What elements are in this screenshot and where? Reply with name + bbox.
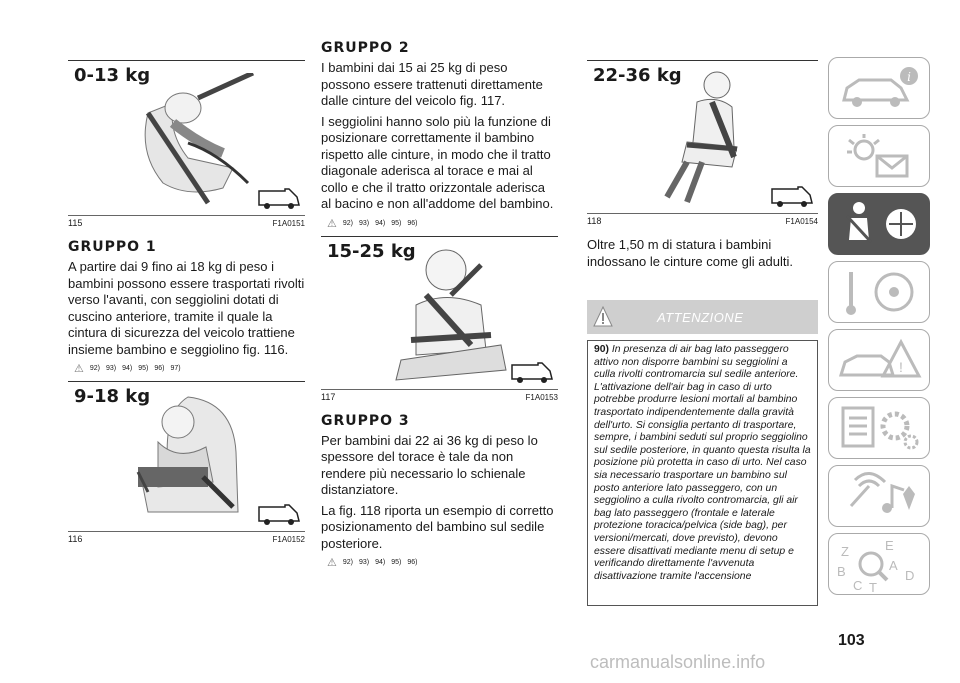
figure-code: F1A0152 xyxy=(272,535,305,544)
svg-text:i: i xyxy=(907,70,911,84)
figure-116 xyxy=(68,381,305,547)
booster-seat-child-illustration xyxy=(391,245,521,385)
index-letter: A xyxy=(889,558,898,573)
warning-triangle-icon: ⚠ xyxy=(327,557,337,569)
ref: 92) xyxy=(342,219,353,227)
section-text: La fig. 118 riporta un esempio di corretto posizionamento del bambino sul sedile posteriore. xyxy=(321,502,554,551)
ref: 94) xyxy=(122,365,133,372)
ref: 96) xyxy=(407,219,418,227)
starting-driving-icon xyxy=(829,262,929,322)
warning-header xyxy=(587,300,818,334)
warning-panel xyxy=(587,300,818,606)
section-text: I seggiolini hanno solo più la funzione di posizionare correttamente il bambino rispetto alle cinture, in modo che il tratto diagonale aderisca al torace e mai al collo e che il tratto orizzontale aderisca al bacino e non all'addome del bambino. xyxy=(321,113,554,211)
child-seatbelt-adult-illustration xyxy=(642,67,752,207)
tab-emergency[interactable] xyxy=(828,329,930,391)
warning-refs xyxy=(74,362,305,375)
emergency-icon xyxy=(829,330,929,390)
index-letter: Z xyxy=(841,544,849,559)
figure-rule xyxy=(321,389,558,390)
watermark: carmanualsonline.info xyxy=(590,652,766,672)
svg-text:!: ! xyxy=(899,359,903,375)
ref: 92) xyxy=(342,559,353,566)
multimedia-icon xyxy=(829,466,929,526)
van-icon xyxy=(257,185,301,211)
ref: 95) xyxy=(391,559,402,566)
page-number: 103 xyxy=(838,632,865,649)
section-heading: GRUPPO 3 xyxy=(321,412,410,429)
tab-car-info[interactable] xyxy=(828,57,930,119)
warning-refs xyxy=(327,556,558,569)
figure-title: 15-25 kg xyxy=(327,240,416,262)
chapter-sidebar xyxy=(828,57,930,601)
figure-rule xyxy=(68,215,305,216)
tab-multimedia[interactable] xyxy=(828,465,930,527)
ref: 93) xyxy=(359,219,370,227)
index-letter: E xyxy=(885,538,894,553)
figure-title: 9-18 kg xyxy=(74,386,151,407)
ref: 94) xyxy=(375,219,386,227)
section-text: Per bambini dai 22 ai 36 kg di peso lo spessore del torace è tale da non rendere più necessario lo schienale distanziatore. xyxy=(321,432,538,497)
warning-body: In presenza di air bag lato passeggero attivo non disporre bambini su seggiolini a culla rivolti contromarcia sul sedile anteriore. L'attivazione dell'air bag in caso di urto potrebbe produrre lesioni mortali al bambino trasportato indipendentemente dalla gravità dell'urto. Si consiglia pertanto di trasportare, sempre, i bambini seduti sul proprio seggiolino sul sedile posteriore, in quanto questa risulta la posizione più protetta in caso di urto. Nel caso sia necessario trasportare un bambino sul posto anteriore lato passeggero, con un seggiolino a culla rivolto contromarcia, gli air bag lato passeggero (frontale e laterale protezione toracica/pelvica (side bag), per versioni/mercati, dove previsto), devono essere disattivati mediante menu di setup e verificando direttamente l'avvenuta disattivazione tramite l'accensione xyxy=(594,344,811,582)
ref: 92) xyxy=(89,365,100,372)
maintenance-icon xyxy=(829,398,929,458)
ref: 97) xyxy=(170,365,181,372)
figure-118 xyxy=(587,60,818,229)
warning-title: ATTENZIONE xyxy=(657,310,744,325)
tab-dashboard-lights[interactable] xyxy=(828,125,930,187)
figure-117 xyxy=(321,236,558,405)
figure-code: F1A0151 xyxy=(272,219,305,228)
dashboard-lights-icon xyxy=(829,126,929,186)
section-text: A partire dai 9 fino ai 18 kg di peso i bambini possono essere trasportati rivolti verso l'avanti, con seggiolini dotati di cuscino anteriore, tramite il quale la cintura di sicurezza del veicolo trattiene insieme bambino e seggiolino fig. 116. xyxy=(68,259,305,357)
index-icon xyxy=(829,534,929,594)
ref: 93) xyxy=(106,365,117,372)
index-letter: T xyxy=(869,580,877,594)
figure-title: 22-36 kg xyxy=(593,65,682,86)
ref: 96) xyxy=(407,559,418,566)
tab-starting-driving[interactable] xyxy=(828,261,930,323)
figure-number: 118 xyxy=(587,216,602,226)
figure-number: 117 xyxy=(321,391,336,402)
van-icon xyxy=(770,183,814,209)
van-icon xyxy=(510,359,554,385)
van-icon xyxy=(257,501,301,527)
figure-115 xyxy=(68,60,305,231)
figure-code: F1A0153 xyxy=(525,392,558,402)
tab-index[interactable] xyxy=(828,533,930,595)
ref: 96) xyxy=(154,365,165,372)
column-2 xyxy=(321,40,558,569)
safety-seatbelt-airbag-icon xyxy=(829,194,929,254)
figure-title: 0-13 kg xyxy=(74,65,151,86)
car-info-icon xyxy=(829,58,929,118)
ref: 95) xyxy=(138,365,149,372)
column-1 xyxy=(68,60,305,547)
figure-number: 115 xyxy=(68,218,83,228)
rear-facing-baby-seat-illustration xyxy=(128,73,258,208)
section-heading: GRUPPO 1 xyxy=(68,239,157,255)
index-letter: D xyxy=(905,568,915,583)
warning-refs xyxy=(327,217,558,230)
tab-maintenance[interactable] xyxy=(828,397,930,459)
figure-number: 116 xyxy=(68,534,83,544)
section-text: I bambini dai 15 ai 25 kg di peso possono essere trattenuti direttamente dalle cinture del veicolo fig. 117. xyxy=(321,60,543,108)
section-text: Oltre 1,50 m di statura i bambini indossano le cinture come gli adulti. xyxy=(587,237,793,269)
warning-triangle-icon xyxy=(593,306,613,328)
figure-code: F1A0154 xyxy=(785,217,818,226)
forward-facing-child-seat-illustration xyxy=(118,392,258,522)
figure-rule xyxy=(587,213,818,214)
tab-safety[interactable] xyxy=(828,193,930,255)
warning-text-box xyxy=(587,340,818,606)
warning-number: 90) xyxy=(594,344,610,355)
warning-triangle-icon: ⚠ xyxy=(74,363,84,375)
index-letter: C xyxy=(853,578,863,593)
index-letter: B xyxy=(837,564,846,579)
section-heading: GRUPPO 2 xyxy=(321,40,410,56)
ref: 95) xyxy=(391,219,402,227)
figure-rule xyxy=(68,531,305,532)
ref: 94) xyxy=(375,559,386,566)
column-3 xyxy=(587,60,818,270)
warning-triangle-icon: ⚠ xyxy=(327,217,337,230)
ref: 93) xyxy=(359,559,370,566)
